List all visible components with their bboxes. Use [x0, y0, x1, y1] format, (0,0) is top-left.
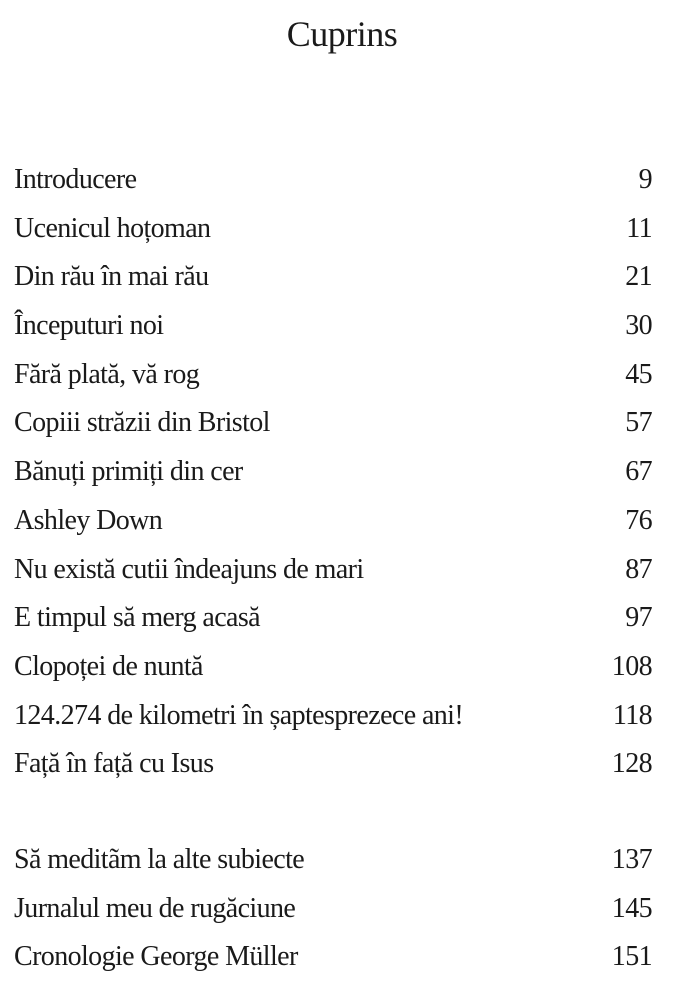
toc-entry-page: 21	[625, 261, 652, 293]
toc-entry-title: Ashley Down	[14, 504, 163, 536]
toc-entry	[14, 694, 652, 743]
toc-entry-page: 45	[625, 358, 652, 390]
toc-entry	[14, 450, 652, 499]
toc-entry-title: Față în față cu Isus	[14, 748, 214, 780]
page-title: Cuprins	[286, 14, 398, 54]
toc-entry-title: Ucenicul hoțoman	[14, 212, 211, 244]
toc-entry	[14, 304, 652, 353]
toc-entry-title: Clopoței de nuntă	[14, 650, 203, 682]
toc-entry	[14, 935, 652, 984]
toc-entry-page: 11	[626, 212, 652, 244]
toc-entry-title: Cronologie George Müller	[14, 941, 298, 973]
appendix-contents	[14, 838, 652, 984]
toc-entry-page: 76	[625, 504, 652, 536]
toc-entry	[14, 548, 652, 597]
toc-entry-page: 108	[611, 650, 652, 682]
toc-entry-title: Jurnalul meu de rugăciune	[14, 892, 296, 924]
toc-entry-title: Copiii străzii din Bristol	[14, 407, 270, 439]
table-of-contents	[14, 158, 652, 791]
toc-entry-page: 128	[611, 748, 652, 780]
toc-entry	[14, 596, 652, 645]
toc-entry-page: 87	[625, 553, 652, 585]
toc-entry-page: 145	[611, 892, 652, 924]
toc-entry-page: 97	[625, 602, 652, 634]
toc-entry-title: Fără plată, vă rog	[14, 358, 200, 390]
toc-entry	[14, 499, 652, 548]
toc-entry	[14, 887, 652, 936]
toc-entry-page: 151	[611, 941, 652, 973]
toc-entry-title: Din rău în mai rău	[14, 261, 209, 293]
toc-entry-page: 137	[611, 844, 652, 875]
toc-entry-title: Bănuți primiți din cer	[14, 456, 243, 488]
toc-entry-title: Nu există cutii îndeajuns de mari	[14, 553, 364, 585]
toc-entry-page: 9	[638, 164, 652, 195]
toc-entry-title: Să meditãm la alte subiecte	[14, 844, 305, 875]
toc-entry	[14, 645, 652, 694]
toc-entry-title: Începuturi noi	[14, 310, 164, 342]
toc-entry	[14, 255, 652, 304]
toc-entry-title: Introducere	[14, 164, 137, 195]
toc-entry-page: 67	[625, 456, 652, 488]
toc-entry	[14, 158, 652, 207]
toc-entry-page: 57	[625, 407, 652, 439]
toc-entry	[14, 838, 652, 887]
toc-entry-title: E timpul să merg acasă	[14, 602, 260, 634]
toc-entry	[14, 742, 652, 791]
toc-entry-page: 30	[625, 310, 652, 342]
toc-entry	[14, 401, 652, 450]
toc-entry	[14, 353, 652, 402]
toc-entry-title: 124.274 de kilometri în șaptesprezece ani!	[14, 699, 464, 731]
toc-entry-page: 118	[612, 699, 652, 731]
toc-entry	[14, 207, 652, 256]
